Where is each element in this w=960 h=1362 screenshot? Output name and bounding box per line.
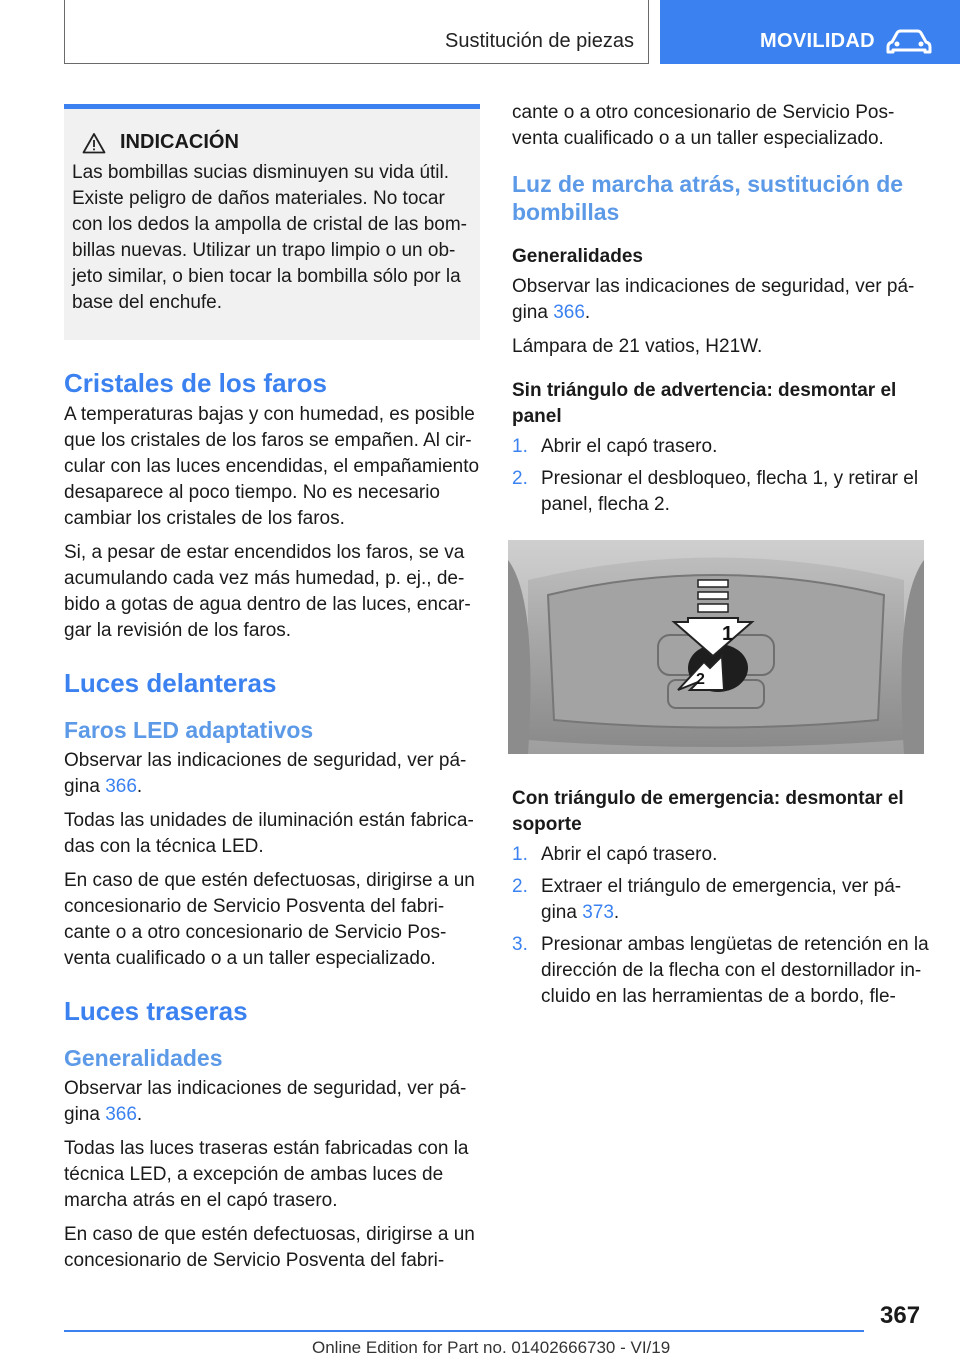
note-title-text: INDICACIÓN <box>120 131 239 153</box>
footer-edition: Online Edition for Part no. 01402666730 - VI/19 <box>312 1338 671 1357</box>
arrow-1-label: 1 <box>722 623 734 645</box>
note-text: Las bombillas sucias disminuyen su vida útil. Existe peligro de daños materiales. No tocar con los dedos la ampolla de cristal de las bom-billas nuevas. Utilizar un trapo limpio o un ob-jeto similar, o bien tocar la bombilla sólo por la base del enchufe. <box>72 162 467 313</box>
page-number: 367 <box>880 1302 921 1329</box>
subheading-generalidades: Generalidades <box>64 1045 223 1071</box>
steps-sin-triangulo <box>512 434 930 518</box>
heading-luz-marcha-atras: Luz de marcha atrás, sustitución de bombillas <box>512 171 904 225</box>
page-link-366[interactable]: 366 <box>105 776 137 797</box>
heading-generalidades-right: Generalidades <box>512 246 643 267</box>
subheading-faros-led: Faros LED adaptativos <box>64 717 314 743</box>
heading-traseras: Luces traseras <box>64 996 248 1026</box>
left-column <box>64 104 480 1282</box>
list-item: 3. Presionar ambas lengüetas de retención en la dirección de la flecha con el destornillador in-cluido en las herramientas de a bordo, fle- <box>512 934 929 1007</box>
page-link-373[interactable]: 373 <box>582 902 614 923</box>
note-box <box>64 104 480 340</box>
header-section-box <box>64 0 649 64</box>
traseras-paragraph-3: En caso de que estén defectuosas, dirigirse a un concesionario de Servicio Posventa del fabri- <box>64 1224 475 1271</box>
right-paragraph-1: Observar las indicaciones de seguridad, ver pá-gina 366. <box>512 276 915 323</box>
delanteras-paragraph-2: Todas las unidades de iluminación están fabrica-das con la técnica LED. <box>64 810 474 857</box>
note-title <box>72 131 472 154</box>
right-paragraph-2: Lámpara de 21 vatios, H21W. <box>512 336 763 357</box>
header-tab-label: MOVILIDAD <box>760 30 875 52</box>
list-item: 2. Presionar el desbloqueo, flecha 1, y retirar el panel, flecha 2. <box>512 468 919 515</box>
page-link-366[interactable]: 366 <box>553 302 585 323</box>
heading-cristales: Cristales de los faros <box>64 368 327 398</box>
right-column <box>512 100 930 1020</box>
continuation-paragraph: cante o a otro concesionario de Servicio Pos-venta cualificado o a un taller especializado. <box>512 102 895 149</box>
steps-con-triangulo <box>512 842 930 1010</box>
cristales-paragraph-2: Si, a pesar de estar encendidos los faros, se va acumulando cada vez más humedad, p. ej., de-bido a gotas de agua dentro de las luces, encar-gar la revisión de los faros. <box>64 542 471 641</box>
header-tab-movilidad[interactable] <box>660 0 960 64</box>
list-item: 1. Abrir el capó trasero. <box>512 844 718 865</box>
header-section-title: Sustitución de piezas <box>444 30 634 52</box>
heading-con-triangulo: Con triángulo de emergencia: desmontar el soporte <box>512 788 904 835</box>
footer-divider <box>64 1330 864 1332</box>
delanteras-paragraph-3: En caso de que estén defectuosas, dirigirse a un concesionario de Servicio Posventa del fabri-cante o a otro concesionario de Servicio Pos-venta cualificado o a un taller especializado. <box>64 870 475 969</box>
delanteras-paragraph-1: Observar las indicaciones de seguridad, ver pá-gina 366. <box>64 750 467 797</box>
car-icon <box>886 28 932 56</box>
warning-icon <box>82 132 106 154</box>
page-link-366[interactable]: 366 <box>105 1104 137 1125</box>
traseras-paragraph-2: Todas las luces traseras están fabricadas con la técnica LED, a excepción de ambas luces de marcha atrás en el capó trasero. <box>64 1138 469 1211</box>
heading-delanteras: Luces delanteras <box>64 668 277 698</box>
heading-sin-triangulo: Sin triángulo de advertencia: desmontar el panel <box>512 380 897 427</box>
list-item: 2. Extraer el triángulo de emergencia, ver pá-gina 373. <box>512 876 902 923</box>
arrow-2-label: 2 <box>696 671 705 688</box>
cristales-paragraph-1: A temperaturas bajas y con humedad, es posible que los cristales de los faros se empañen. Al cir-cular con las luces encendidas, el empañamiento desaparece al poco tiempo. No es necesario cambiar los cristales de los faros. <box>64 404 480 529</box>
trunk-lid-figure <box>508 540 924 754</box>
list-item: 1. Abrir el capó trasero. <box>512 436 718 457</box>
traseras-paragraph-1: Observar las indicaciones de seguridad, ver pá-gina 366. <box>64 1078 467 1125</box>
